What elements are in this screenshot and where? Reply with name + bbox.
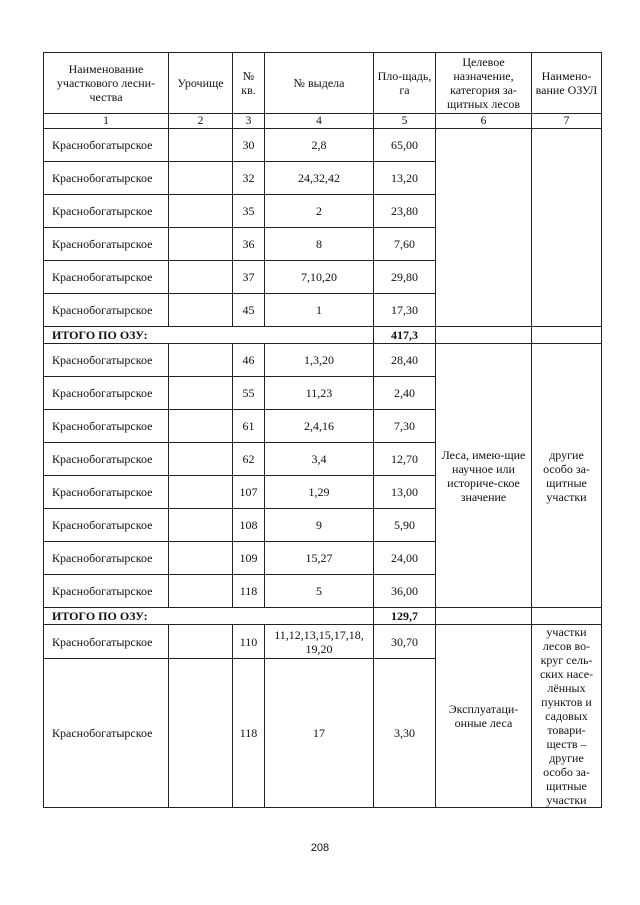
- quarter-cell: 61: [233, 410, 265, 443]
- total-area: 417,3: [374, 327, 436, 344]
- area-cell: 7,60: [374, 228, 436, 261]
- forestry-cell: Краснобогатырское: [44, 228, 169, 261]
- area-cell: 5,90: [374, 509, 436, 542]
- plot-cell: 15,27: [265, 542, 374, 575]
- tract-cell: [169, 261, 233, 294]
- column-number: 7: [532, 114, 602, 129]
- total-label: ИТОГО ПО ОЗУ:: [44, 608, 374, 625]
- total-area: 129,7: [374, 608, 436, 625]
- purpose-cell: [436, 608, 532, 625]
- area-cell: 12,70: [374, 443, 436, 476]
- table-row: [44, 625, 602, 659]
- header-tract: Урочище: [169, 53, 233, 114]
- tract-cell: [169, 659, 233, 808]
- tract-cell: [169, 476, 233, 509]
- column-number: 6: [436, 114, 532, 129]
- plot-cell: 11,12,13,15,17,18, 19,20: [265, 625, 374, 659]
- tract-cell: [169, 410, 233, 443]
- column-number: 2: [169, 114, 233, 129]
- quarter-cell: 30: [233, 129, 265, 162]
- quarter-cell: 45: [233, 294, 265, 327]
- quarter-cell: 36: [233, 228, 265, 261]
- tract-cell: [169, 509, 233, 542]
- area-cell: 24,00: [374, 542, 436, 575]
- plot-cell: 2,8: [265, 129, 374, 162]
- quarter-cell: 118: [233, 575, 265, 608]
- page-number: 208: [310, 842, 330, 854]
- quarter-cell: 108: [233, 509, 265, 542]
- table-row: [44, 129, 602, 162]
- tract-cell: [169, 294, 233, 327]
- column-number: 5: [374, 114, 436, 129]
- purpose-cell: Леса, имею-щие научное или историче-ское значение: [436, 344, 532, 608]
- plot-cell: 3,4: [265, 443, 374, 476]
- tract-cell: [169, 129, 233, 162]
- plot-cell: 2,4,16: [265, 410, 374, 443]
- plot-cell: 1: [265, 294, 374, 327]
- area-cell: 30,70: [374, 625, 436, 659]
- area-cell: 29,80: [374, 261, 436, 294]
- ozul-cell: другие особо за-щитные участки: [532, 344, 602, 608]
- header-row: [44, 53, 602, 114]
- total-row: [44, 608, 602, 625]
- forestry-cell: Краснобогатырское: [44, 162, 169, 195]
- column-number: 1: [44, 114, 169, 129]
- area-cell: 2,40: [374, 377, 436, 410]
- quarter-cell: 62: [233, 443, 265, 476]
- quarter-cell: 35: [233, 195, 265, 228]
- plot-cell: 1,29: [265, 476, 374, 509]
- header-forestry: Наименование участкового лесни-чества: [44, 53, 169, 114]
- forestry-cell: Краснобогатырское: [44, 625, 169, 659]
- total-row: [44, 327, 602, 344]
- forestry-cell: Краснобогатырское: [44, 344, 169, 377]
- plot-cell: 17: [265, 659, 374, 808]
- purpose-cell: [436, 327, 532, 344]
- forestry-cell: Краснобогатырское: [44, 509, 169, 542]
- plot-cell: 2: [265, 195, 374, 228]
- table-row: [44, 344, 602, 377]
- area-cell: 36,00: [374, 575, 436, 608]
- area-cell: 3,30: [374, 659, 436, 808]
- area-cell: 65,00: [374, 129, 436, 162]
- forestry-cell: Краснобогатырское: [44, 542, 169, 575]
- quarter-cell: 46: [233, 344, 265, 377]
- tract-cell: [169, 195, 233, 228]
- quarter-cell: 118: [233, 659, 265, 808]
- quarter-cell: 55: [233, 377, 265, 410]
- quarter-cell: 109: [233, 542, 265, 575]
- area-cell: 7,30: [374, 410, 436, 443]
- tract-cell: [169, 377, 233, 410]
- area-cell: 13,00: [374, 476, 436, 509]
- area-cell: 13,20: [374, 162, 436, 195]
- tract-cell: [169, 443, 233, 476]
- tract-cell: [169, 575, 233, 608]
- forestry-cell: Краснобогатырское: [44, 410, 169, 443]
- area-cell: 23,80: [374, 195, 436, 228]
- ozul-cell: [532, 327, 602, 344]
- forestry-cell: Краснобогатырское: [44, 294, 169, 327]
- forestry-cell: Краснобогатырское: [44, 575, 169, 608]
- column-number-row: [44, 114, 602, 129]
- quarter-cell: 37: [233, 261, 265, 294]
- forestry-cell: Краснобогатырское: [44, 659, 169, 808]
- plot-cell: 11,23: [265, 377, 374, 410]
- quarter-cell: 110: [233, 625, 265, 659]
- plot-cell: 9: [265, 509, 374, 542]
- header-ozul: Наимено-вание ОЗУЛ: [532, 53, 602, 114]
- tract-cell: [169, 162, 233, 195]
- tract-cell: [169, 344, 233, 377]
- ozul-cell: участки лесов во-круг сель-ских насе-лённых пунктов и садовых товари-ществ – другие особо за-щитные участки: [532, 625, 602, 808]
- forestry-cell: Краснобогатырское: [44, 377, 169, 410]
- plot-cell: 24,32,42: [265, 162, 374, 195]
- plot-cell: 1,3,20: [265, 344, 374, 377]
- forestry-cell: Краснобогатырское: [44, 261, 169, 294]
- ozul-cell: [532, 608, 602, 625]
- forestry-cell: Краснобогатырское: [44, 443, 169, 476]
- header-purpose: Целевое назначение, категория за-щитных лесов: [436, 53, 532, 114]
- area-cell: 28,40: [374, 344, 436, 377]
- quarter-cell: 107: [233, 476, 265, 509]
- quarter-cell: 32: [233, 162, 265, 195]
- protected-forest-table: [43, 52, 602, 808]
- total-label: ИТОГО ПО ОЗУ:: [44, 327, 374, 344]
- forestry-cell: Краснобогатырское: [44, 195, 169, 228]
- forestry-cell: Краснобогатырское: [44, 476, 169, 509]
- tract-cell: [169, 228, 233, 261]
- tract-cell: [169, 542, 233, 575]
- plot-cell: 8: [265, 228, 374, 261]
- column-number: 3: [233, 114, 265, 129]
- ozul-cell: [532, 129, 602, 327]
- tract-cell: [169, 625, 233, 659]
- purpose-cell: Эксплуатаци-онные леса: [436, 625, 532, 808]
- header-area: Пло-щадь, га: [374, 53, 436, 114]
- forestry-cell: Краснобогатырское: [44, 129, 169, 162]
- plot-cell: 5: [265, 575, 374, 608]
- area-cell: 17,30: [374, 294, 436, 327]
- header-quarter: № кв.: [233, 53, 265, 114]
- header-plot: № выдела: [265, 53, 374, 114]
- column-number: 4: [265, 114, 374, 129]
- purpose-cell: [436, 129, 532, 327]
- plot-cell: 7,10,20: [265, 261, 374, 294]
